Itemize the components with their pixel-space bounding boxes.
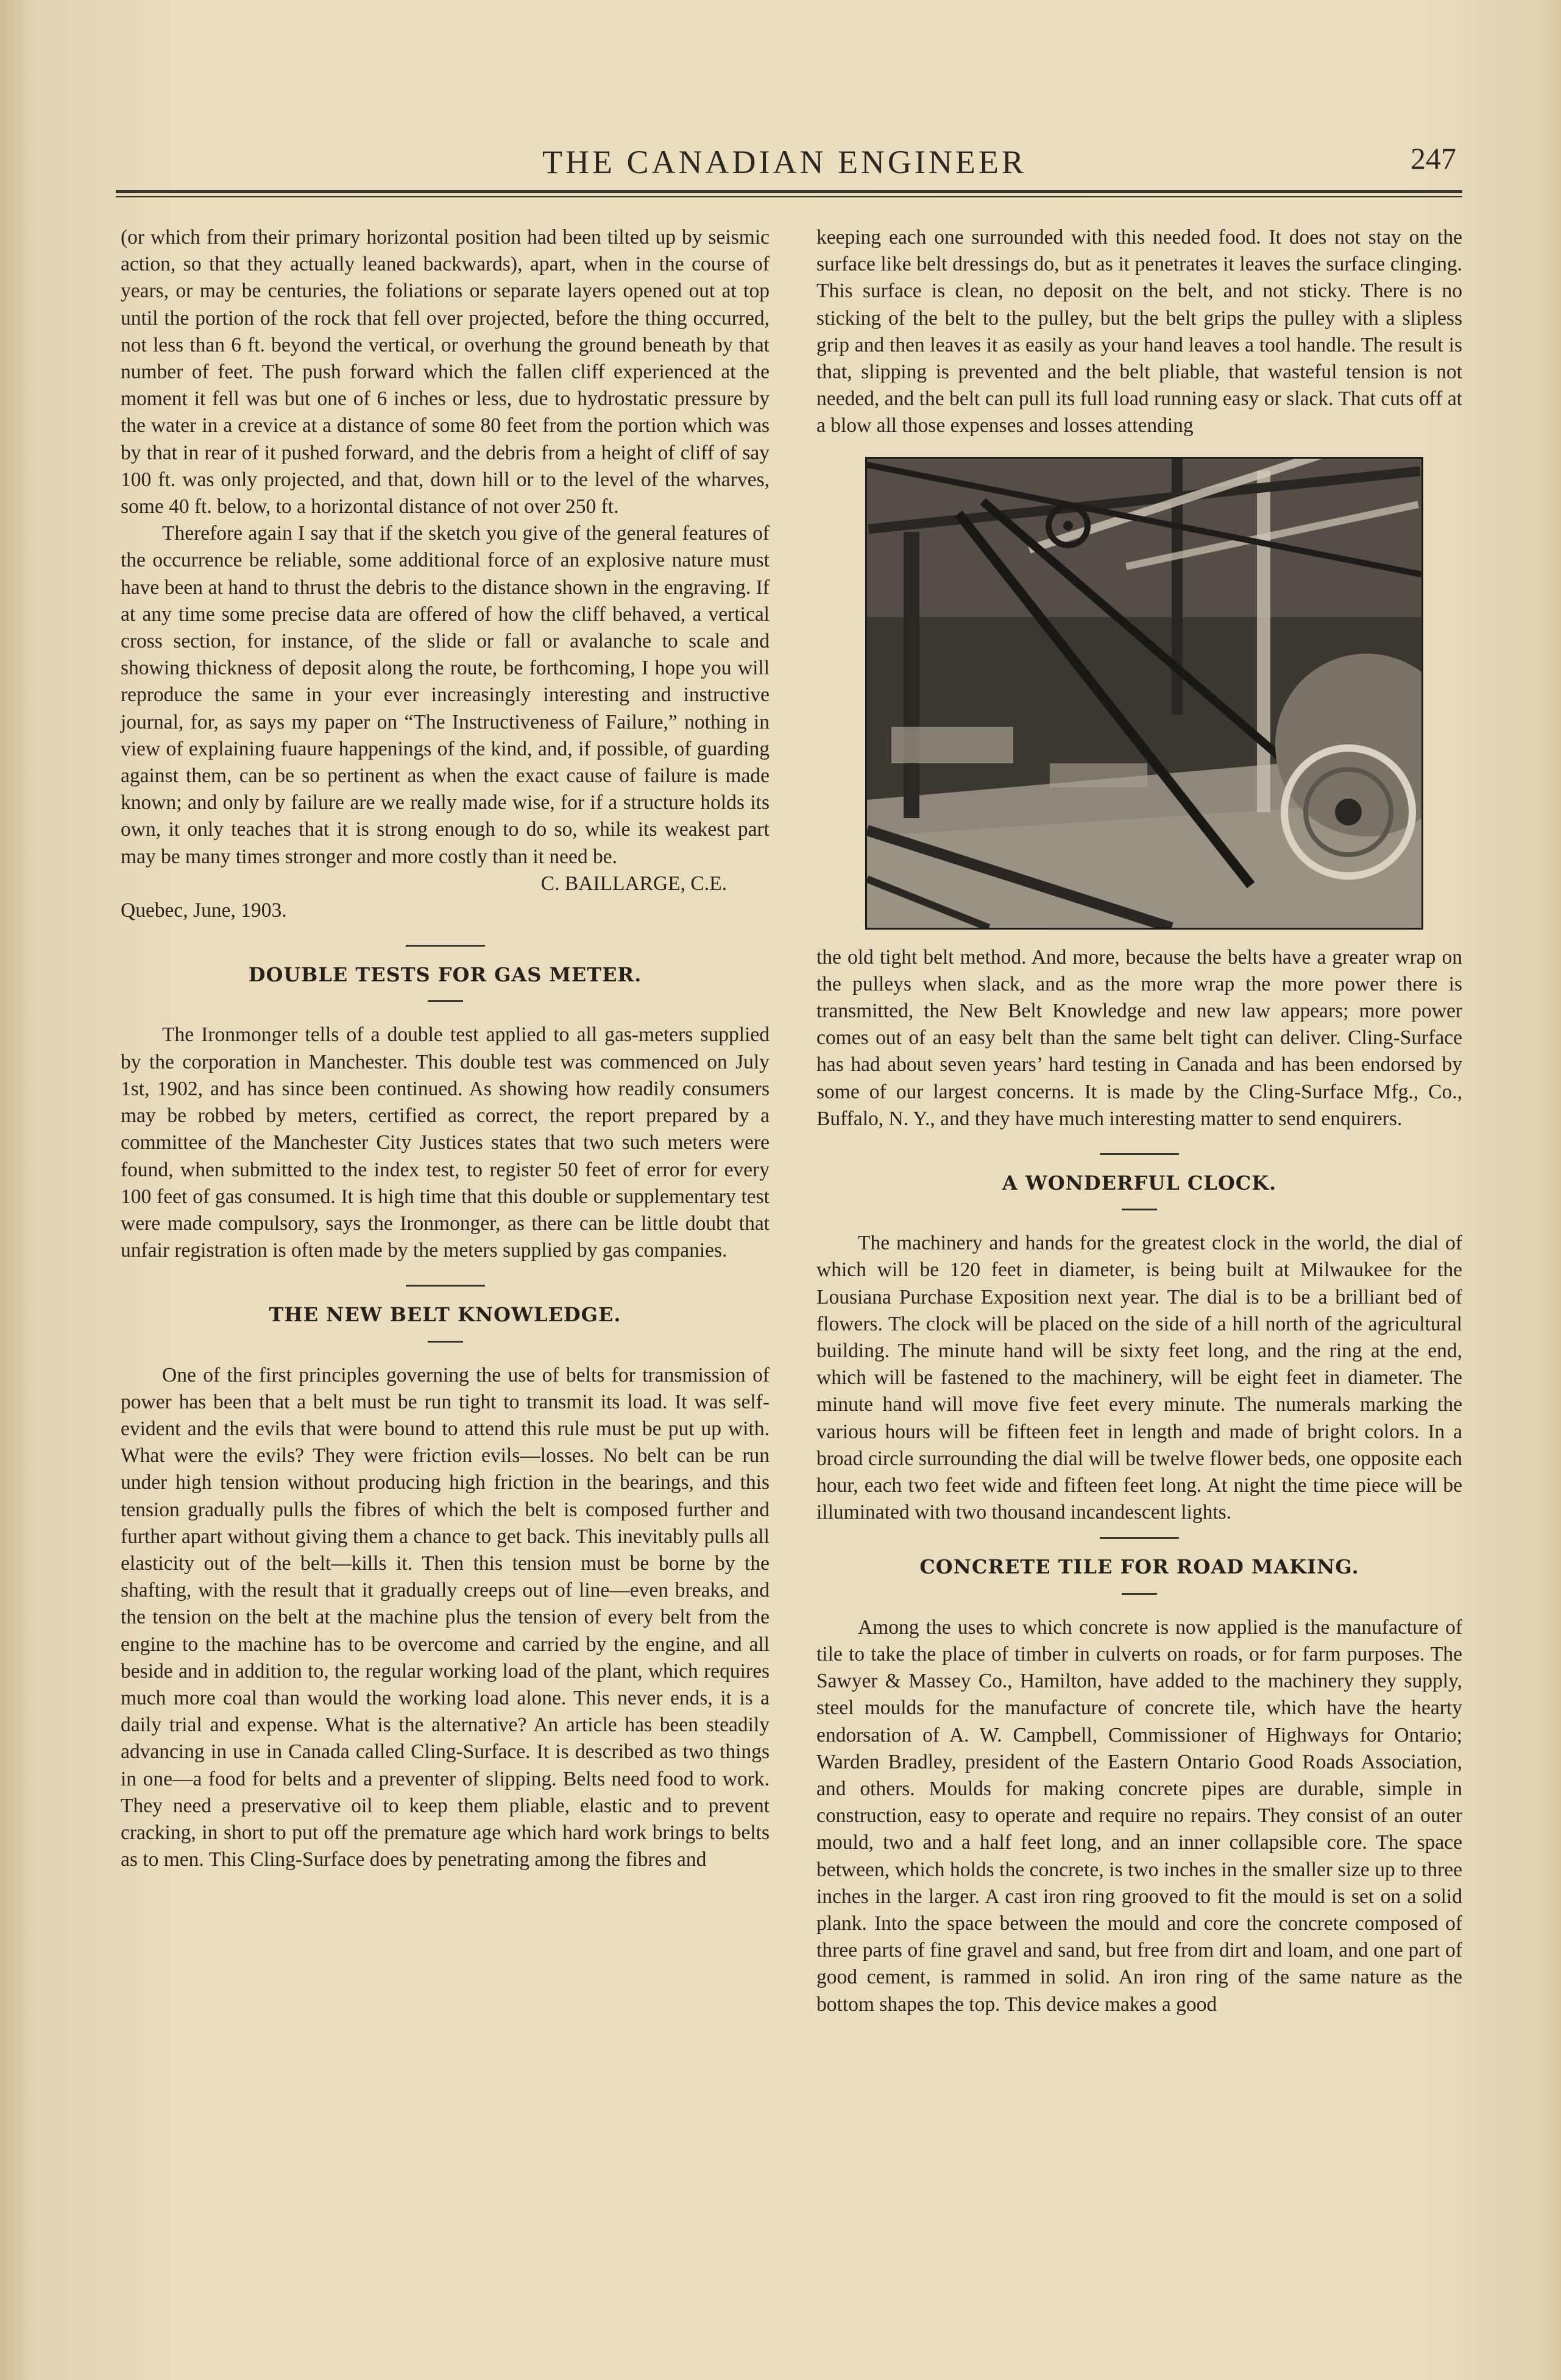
section-divider: [406, 945, 485, 947]
author-signature: C. BAILLARGE, C.E.: [540, 872, 727, 895]
gas-meter-heading: DOUBLE TESTS FOR GAS METER.: [248, 963, 642, 987]
gas-meter-body: The Ironmonger tells of a double test applied to all gas-meters supplied by the corporation in Manchester. This double test was commenced on July 1st, 1902, and has since been continued. As showing how readily consumers may be robbed by meters, certified as correct, the report prepared by a committee of the Manchester City Justices states that two such meters were found, when submitted to the index test, to register 50 feet of error for every 100 feet of gas consumed. It is high time that this double or supplementary test were made compulsory, says the Ironmonger, as there can be little doubt that unfair registration is often made by the meters supplied by gas companies.: [121, 1023, 770, 1262]
belt-knowledge-continued: keeping each one surrounded with this needed food. It does not stay on the surface like belt dressings do, but as it penetrates it leaves the surface clinging. This surface is clean, no deposit on the belt, and not sticky. There is no sticking of the belt to the pulley, but the belt grips the pulley with a slipless grip and then leaves it as easily as your hand leaves a tool handle. The result is that, slipping is prevented and the belt pliable, that wasteful tension is not needed, and the belt can pull its full load running easy or slack. That cuts off at a blow all those expenses and losses attending: [816, 226, 1462, 437]
concrete-tile-heading: CONCRETE TILE FOR ROAD MAKING.: [919, 1555, 1359, 1579]
header-rule: [116, 190, 1462, 193]
page-number: 247: [1411, 141, 1456, 175]
running-title: THE CANADIAN ENGINEER: [542, 144, 1027, 180]
belt-drive-machinery-photo: [865, 457, 1423, 930]
letter-continued-text: (or which from their primary horizontal position had been tilted up by seismic action, so that they actually leaned backwards), apart, when in the course of years, or may be centuries, the foliations or separate layers opened out at top until the portion of the rock that fell over projected, before the thing occurred, not less than 6 ft. beyond the vertical, or overhung the ground beneath by that number of feet. The push forward which the fallen cliff experienced at the moment it fell was but one of 6 inches or less, due to hydrostatic pressure by the water in a crevice at a distance of some 80 feet from the portion which was by that in rear of it pushed forward, and the debris from a height of cliff of say 100 ft. was only projected, and that, down hill or to the level of the wharves, some 40 ft. below, to a horizontal distance of not over 250 ft.: [121, 226, 770, 518]
belt-knowledge-body: One of the first principles governing the use of belts for transmission of power has been that a belt must be run tight to transmit its load. It was self-evident and the evils that were bound to attend this rule must be put up with. What were the evils? They were friction evils—losses. No belt can be run under high tension without producing high friction in the bearings, and this tension gradually pulls the fibres of which the belt is composed further and further apart without giving them a chance to get back. This inevitably pulls all elasticity out of the belt—kills it. Then this tension must be borne by the shafting, with the result that it gradually creeps out of line—even breaks, and the tension on the belt at the machine plus the tension of every belt from the engine to the machine has to be overcome and carried by the engine, and all beside and in addition to, the regular working load of the plant, which requires much more coal than would the working load alone. This never ends, it is a daily trial and expense. What is the alternative? An article has been steadily advancing in use in Canada called Cling-Surface. It is described as two things in one—a food for belts and a preventer of slipping. Belts need food to work. They need a preservative oil to keep them pliable, elastic and to prevent cracking, in short to put off the premature age which hard work brings to belts as to men. This Cling-Surface does by penetrating among the fibres and: [121, 1363, 770, 1871]
left-column: [121, 224, 770, 1873]
heading-divider: [1122, 1209, 1157, 1210]
section-divider: [406, 1285, 485, 1287]
wonderful-clock-body: The machinery and hands for the greatest clock in the world, the dial of which will be 120 feet in diameter, is being built at Milwaukee for the Lousiana Purchase Exposition next year. The dial is to be a brilliant bed of flowers. The clock will be placed on the side of a hill north of the agricultural building. The minute hand will be sixty feet long, and the ring at the end, which will be fastened to the machinery, will be eight feet in diameter. The minute hand will move five feet every minute. The numerals marking the various hours will be fifteen feet in length and made of bright colors. In a broad circle surrounding the dial will be twelve flower beds, one opposite each hour, each two feet wide and fifteen feet long. At night the time piece will be illuminated with two thousand incandescent lights.: [816, 1232, 1462, 1524]
photo-illustration: [867, 459, 1421, 928]
belt-knowledge-heading: THE NEW BELT KNOWLEDGE.: [269, 1303, 621, 1327]
dateline: Quebec, June, 1903.: [121, 899, 287, 922]
heading-divider: [428, 1000, 463, 1002]
right-column: [816, 224, 1462, 2018]
belt-knowledge-conclusion: the old tight belt method. And more, because the belts have a greater wrap on the pulleys when slack, and as the more wrap the more power there is transmitted, the New Belt Knowledge and new law appears; more power comes out of an easy belt than the same belt tight can deliver. Cling-Surface has had about seven years’ hard testing in Canada and has been endorsed by some of our largest concerns. It is made by the Cling-Surface Mfg., Co., Buffalo, N. Y., and they have much interesting matter to send enquirers.: [816, 945, 1462, 1130]
letter-conclusion: Therefore again I say that if the sketch you give of the general features of the occurrence be reliable, some additional force of an explosive nature must have been at hand to thrust the debris to the distance shown in the engraving. If at any time some precise data are offered of how the cliff behaved, a vertical cross section, for instance, of the slide or fall or avalanche to scale and showing thickness of deposit along the route, be forthcoming, I hope you will reproduce the same in your ever increasingly interesting and instructive journal, for, as says my paper on “The Instructiveness of Failure,” nothing in view of explaining fuaure happenings of the kind, and, if possible, of guarding against them, can be so pertinent as when the exact cause of failure is made known; and only by failure are we really made wise, for if a structure holds its own, it only teaches that it is strong enough to do so, while its weakest part may be many times stronger and more costly than it need be.: [121, 522, 770, 868]
section-divider: [1100, 1153, 1179, 1155]
page-header: [116, 137, 1456, 192]
heading-divider: [428, 1341, 463, 1343]
wonderful-clock-heading: A WONDERFUL CLOCK.: [1002, 1171, 1277, 1195]
concrete-tile-body: Among the uses to which concrete is now applied is the manufacture of tile to take the place of timber in culverts on roads, or for farm purposes. The Sawyer & Massey Co., Hamilton, have added to the machinery they supply, steel moulds for the manufacture of concrete tile, which have the hearty endorsation of A. W. Campbell, Commissioner of Highways for Ontario; Warden Bradley, president of the Eastern Ontario Good Roads Association, and others. Moulds for making concrete pipes are durable, simple in construction, easy to operate and require no repairs. They consist of an outer mould, two and a half feet long, and an inner collapsible core. The space between, which holds the concrete, is two inches in the smaller size up to three inches in the larger. A cast iron ring grooved to fit the mould is set on a solid plank. Into the space between the mould and core the concrete composed of three parts of fine gravel and sand, but free from dirt and loam, and one part of good cement, is rammed in solid. An iron ring of the same nature as the bottom shapes the top. This device makes a good: [816, 1616, 1462, 2016]
heading-divider: [1122, 1593, 1157, 1595]
section-divider: [1100, 1537, 1179, 1539]
header-rule-thin: [116, 196, 1462, 197]
